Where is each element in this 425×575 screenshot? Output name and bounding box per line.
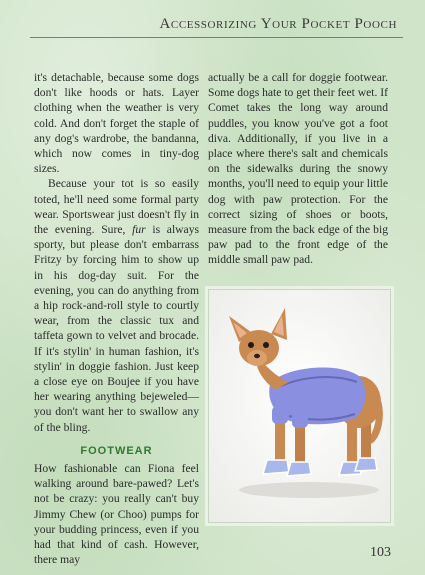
paragraph: How fashionable can Fiona feel walking around bare-pawed? Let's not be crazy: you really can't buy Jimmy Chew (or Choo) pumps for your budding princess, even if you had that kind of cash. However, there may (34, 462, 199, 567)
dog-shoe (355, 458, 377, 471)
emphasis-text: fur (132, 223, 146, 237)
paragraph-text: is always sporty, but please don't embarrass Fritzy by forcing him to show up in his dog-day suit. For the evening, you can do anything from a hip rock-and-roll style to courtly wear, from the classic tux and taffeta gown to velvet and brocade. If it's stylin' in human fashion, it's stylin' in doggie fashion. Just keep a close eye on Boujee if you have her wearing anything bejeweled—you don't want her to swallow any of the bling. (34, 223, 199, 434)
paragraph: actually be a call for doggie footwear. Some dogs hate to get their feet wet. If Comet takes the long way around puddles, you know you've got a foot diva. Additionally, if you live in a place where there's salt and chemicals on the sidewalks during the snowy months, you'll need to equip your little dog with paw protection. For the correct sizing of shoes or boots, measure from the back edge of the big paw pad to the front edge of the middle small paw pad. (208, 71, 388, 267)
sweater-sleeve (272, 406, 288, 424)
paragraph-text: Because your tot is so easily toted, he'll need some formal party wear. Sportswear just doesn't fly in the evening. Sure, (34, 177, 199, 237)
left-column (34, 70, 199, 568)
dog-nose (254, 354, 260, 358)
paragraph (34, 176, 199, 434)
dog-shoe (287, 462, 311, 476)
section-heading: FOOTWEAR (80, 444, 153, 457)
right-column (208, 70, 388, 268)
dog-eye (248, 342, 254, 348)
header-rule (30, 37, 403, 38)
chihuahua-in-sweater-illustration (209, 290, 390, 522)
dog-photo (208, 289, 391, 523)
dog-shoe (263, 460, 289, 474)
paragraph: it's detachable, because some dogs don't like hoods or hats. Layer clothing when the weather is very cold. And don't forget the staple of any dog's wardrobe, the bandanna, which now comes in tiny-dog sizes. (34, 71, 199, 176)
running-head: Accessorizing Your Pocket Pooch (159, 16, 397, 32)
page-number: 103 (370, 545, 391, 560)
dog-eye (263, 342, 269, 348)
floor-shadow (239, 482, 379, 498)
sweater-sleeve (292, 410, 308, 428)
